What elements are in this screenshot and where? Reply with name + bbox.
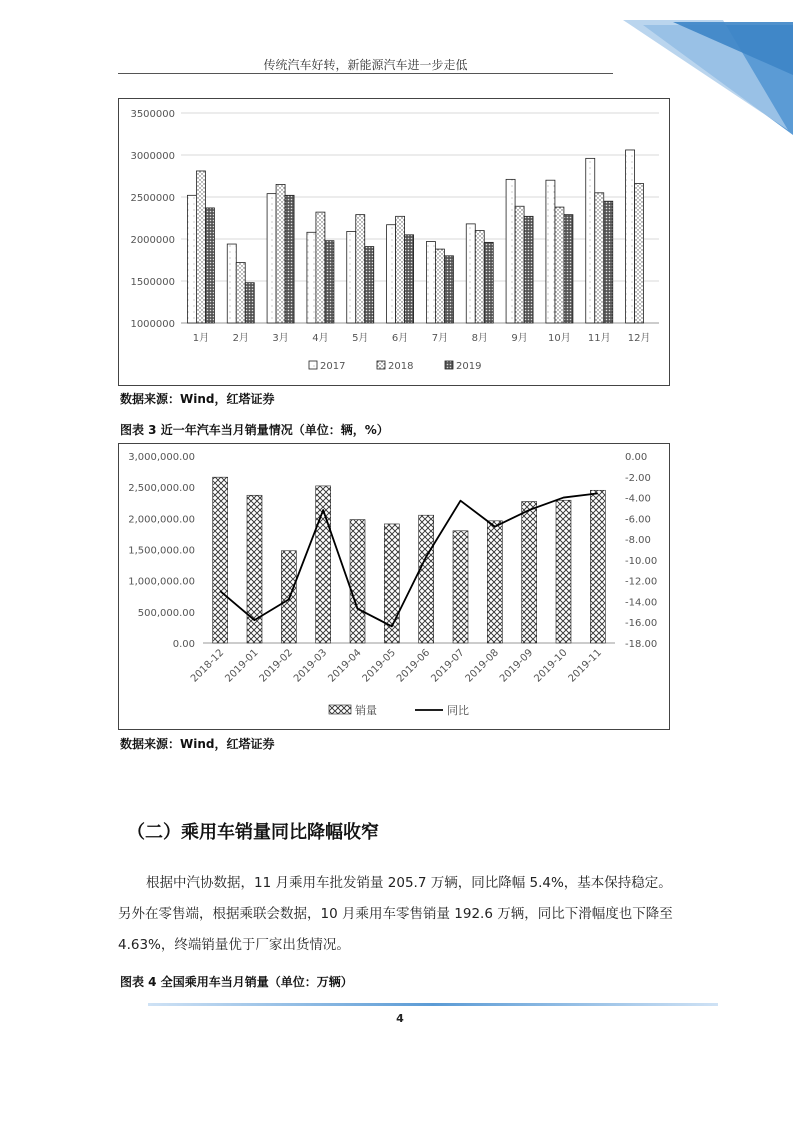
x-tick-label: 2018-12 [188, 647, 227, 685]
x-tick-label: 2019-11 [566, 647, 604, 685]
bar-2018 [555, 207, 564, 323]
bar-2017 [227, 244, 236, 323]
bar-2017 [267, 194, 276, 323]
x-tick-label: 11月 [587, 333, 611, 344]
legend-swatch-2018 [377, 361, 385, 369]
bar-2018 [635, 184, 644, 323]
bar-2019 [524, 216, 533, 323]
x-tick-label: 2019-07 [429, 647, 467, 685]
bar-sales [590, 490, 605, 643]
x-tick-label: 2019-02 [257, 647, 295, 685]
figure4-caption: 图表 4 全国乘用车当月销量（单位：万辆） [120, 975, 353, 989]
x-tick-label: 2019-04 [326, 647, 364, 685]
footer-rule [148, 1003, 718, 1006]
figure3-caption: 图表 3 近一年汽车当月销量情况（单位：辆，%） [120, 423, 389, 437]
x-tick-label: 8月 [471, 333, 488, 344]
bar-2019 [365, 247, 374, 323]
y-left-tick-label: 3,000,000.00 [128, 452, 195, 463]
bar-2018 [595, 193, 604, 323]
bar-2017 [586, 158, 595, 323]
y-tick-label: 3000000 [130, 151, 175, 162]
x-tick-label: 2019-03 [291, 647, 330, 685]
y-right-tick-label: -2.00 [625, 472, 651, 484]
y-tick-label: 1000000 [130, 319, 175, 330]
y-right-tick-label: -6.00 [625, 514, 651, 526]
y-tick-label: 2000000 [130, 235, 175, 246]
x-tick-label: 7月 [431, 333, 449, 344]
bar-2019 [564, 215, 573, 323]
bar-sales [213, 477, 228, 643]
y-right-tick-label: -16.00 [625, 618, 658, 630]
y-left-tick-label: 0.00 [172, 639, 195, 650]
bar-2018 [515, 206, 524, 323]
bar-2018 [396, 216, 405, 323]
y-left-tick-label: 2,000,000.00 [128, 514, 195, 526]
section-paragraph: 根据中汽协数据，11 月乘用车批发销量 205.7 万辆，同比降幅 5.4%，基本保持稳定。另外在零售端，根据乘联会数据，10 月乘用车零售销量 192.6 万辆，同比下滑幅度也下降至 4.63%，终端销量优于厂家出货情况。 [118, 875, 673, 953]
x-tick-label: 5月 [352, 333, 369, 344]
x-tick-label: 6月 [391, 333, 409, 344]
y-left-tick-label: 1,500,000.00 [128, 545, 195, 557]
bar-2017 [466, 224, 475, 323]
bar-2019 [444, 256, 453, 323]
x-tick-label: 9月 [511, 333, 528, 344]
y-left-tick-label: 500,000.00 [137, 607, 195, 619]
bar-2019 [205, 208, 214, 323]
y-tick-label: 3500000 [130, 109, 175, 120]
bar-2019 [604, 201, 613, 323]
bar-2019 [245, 283, 254, 323]
y-right-tick-label: -14.00 [625, 597, 658, 609]
legend-swatch-2017 [309, 361, 317, 369]
bar-2017 [387, 225, 396, 323]
bar-2018 [316, 212, 325, 323]
y-right-tick-label: -12.00 [625, 576, 658, 588]
bar-2017 [626, 150, 635, 323]
chart-monthly-sales [119, 99, 669, 385]
x-tick-label: 12月 [627, 333, 651, 344]
bar-2019 [405, 235, 414, 323]
bar-2017 [426, 242, 435, 323]
legend-swatch-2019 [445, 361, 453, 369]
y-tick-label: 2500000 [130, 193, 175, 204]
bar-sales [556, 500, 571, 643]
legend-label-2018: 2018 [388, 361, 414, 372]
x-tick-label: 2019-08 [463, 647, 501, 685]
y-left-tick-label: 1,000,000.00 [128, 576, 195, 588]
page-number: 4 [396, 1012, 404, 1025]
x-tick-label: 10月 [548, 333, 571, 344]
legend-label-sales: 销量 [355, 704, 377, 717]
bar-2018 [475, 231, 484, 323]
chart-monthly-sales-box [118, 98, 670, 386]
x-tick-label: 2月 [232, 333, 249, 344]
bar-2017 [187, 195, 196, 323]
legend-label-yoy: 同比 [447, 704, 469, 717]
x-tick-label: 2019-05 [360, 647, 398, 685]
y-tick-label: 1500000 [130, 277, 175, 288]
x-tick-label: 2019-06 [394, 647, 433, 685]
bar-2019 [285, 195, 294, 323]
bar-2017 [347, 231, 356, 323]
x-tick-label: 2019-01 [223, 647, 261, 685]
y-left-tick-label: 2,500,000.00 [128, 483, 195, 495]
y-right-tick-label: -18.00 [625, 639, 658, 650]
header-rule [118, 73, 613, 74]
y-right-tick-label: -4.00 [625, 493, 651, 505]
bar-sales [453, 531, 468, 643]
bar-2018 [435, 249, 444, 323]
figure1-source: 数据来源：Wind，红塔证券 [120, 392, 275, 406]
bar-sales [350, 520, 365, 643]
bar-sales [419, 515, 434, 643]
x-tick-label: 2019-10 [532, 647, 570, 685]
bar-2017 [506, 179, 515, 323]
bar-2018 [196, 171, 205, 323]
y-right-tick-label: -8.00 [625, 535, 651, 547]
bar-2017 [546, 180, 555, 323]
yoy-line [220, 493, 598, 626]
figure3-source: 数据来源：Wind，红塔证券 [120, 737, 275, 751]
page-header-title: 传统汽车好转，新能源汽车进一步走低 [263, 58, 468, 72]
legend-label-2017: 2017 [320, 361, 346, 372]
x-tick-label: 2019-09 [497, 647, 536, 685]
y-right-tick-label: 0.00 [625, 452, 648, 463]
chart-recent-sales [119, 444, 669, 729]
x-tick-label: 1月 [192, 333, 210, 344]
bar-2019 [325, 241, 334, 323]
bar-2018 [236, 263, 245, 323]
bar-2018 [276, 184, 285, 323]
legend-label-2019: 2019 [456, 361, 482, 372]
x-tick-label: 3月 [272, 333, 289, 344]
bar-2018 [356, 215, 365, 323]
y-right-tick-label: -10.00 [625, 555, 658, 567]
legend-swatch-sales [329, 705, 351, 714]
section-title: （二）乘用车销量同比降幅收窄 [127, 822, 379, 843]
bar-sales [487, 521, 502, 643]
bar-2017 [307, 232, 316, 323]
x-tick-label: 4月 [312, 333, 329, 344]
chart-recent-sales-box [118, 443, 670, 730]
bar-sales [522, 502, 537, 643]
bar-2019 [484, 242, 493, 323]
